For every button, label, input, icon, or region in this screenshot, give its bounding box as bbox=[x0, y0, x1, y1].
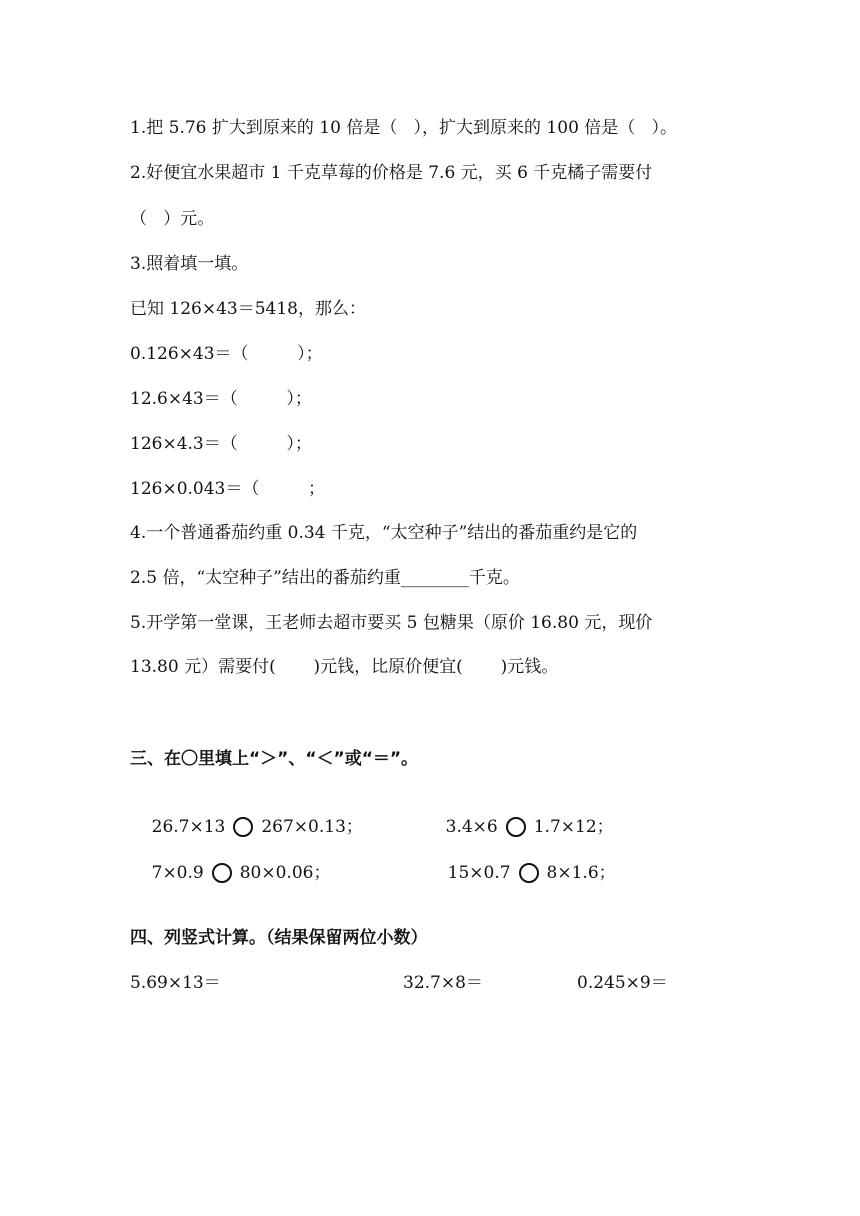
vertical-calc-1: 5.69×13＝ bbox=[130, 973, 221, 993]
compare-row-2-right bbox=[426, 840, 616, 906]
compare-circle-icon[interactable] bbox=[519, 863, 539, 883]
compare-4-left-expr: 15×0.7 bbox=[447, 863, 511, 883]
compare-3-left-expr: 7×0.9 bbox=[151, 863, 204, 883]
compare-2-right-expr: 1.7×12； bbox=[533, 817, 614, 837]
question-3-given: 已知 126×43＝5418，那么： bbox=[130, 299, 366, 319]
vertical-calc-3: 0.245×9＝ bbox=[577, 973, 668, 993]
question-2-line-1: 2.好便宜水果超市 1 千克草莓的价格是 7.6 元，买 6 千克橘子需要付 bbox=[130, 163, 653, 183]
compare-circle-icon[interactable] bbox=[212, 863, 232, 883]
question-1: 1.把 5.76 扩大到原来的 10 倍是（ ），扩大到原来的 100 倍是（ ）。 bbox=[130, 118, 677, 138]
section-4-heading: 四、列竖式计算。（结果保留两位小数） bbox=[130, 928, 428, 948]
compare-circle-icon[interactable] bbox=[233, 817, 253, 837]
question-3-c: 126×4.3＝（ ）； bbox=[130, 434, 312, 454]
compare-4-right-expr: 8×1.6； bbox=[546, 863, 616, 883]
question-3-title: 3.照着填一填。 bbox=[130, 254, 249, 274]
question-3-a: 0.126×43＝（ ）； bbox=[130, 344, 323, 364]
question-5-line-1: 5.开学第一堂课，王老师去超市要买 5 包糖果（原价 16.80 元，现价 bbox=[130, 613, 653, 633]
question-5-line-2: 13.80 元）需要付( )元钱，比原价便宜( )元钱。 bbox=[130, 657, 559, 677]
question-2-line-2: （ ）元。 bbox=[130, 209, 215, 229]
compare-1-left-expr: 26.7×13 bbox=[151, 817, 226, 837]
compare-1-right-expr: 267×0.13； bbox=[261, 817, 363, 837]
question-4-line-1: 4.一个普通番茄约重 0.34 千克，“太空种子”结出的番茄重约是它的 bbox=[130, 523, 638, 543]
vertical-calc-2: 32.7×8＝ bbox=[403, 973, 483, 993]
question-4-line-2: 2.5 倍，“太空种子”结出的番茄约重________千克。 bbox=[130, 568, 520, 588]
question-3-d: 126×0.043＝（ ； bbox=[130, 479, 325, 499]
question-3-b: 12.6×43＝（ ）； bbox=[130, 389, 312, 409]
compare-3-right-expr: 80×0.06； bbox=[239, 863, 331, 883]
section-3-heading: 三、在〇里填上“＞”、“＜”或“＝”。 bbox=[130, 749, 419, 769]
compare-circle-icon[interactable] bbox=[506, 817, 526, 837]
compare-2-left-expr: 3.4×6 bbox=[445, 817, 498, 837]
compare-row-2-left bbox=[130, 840, 330, 906]
